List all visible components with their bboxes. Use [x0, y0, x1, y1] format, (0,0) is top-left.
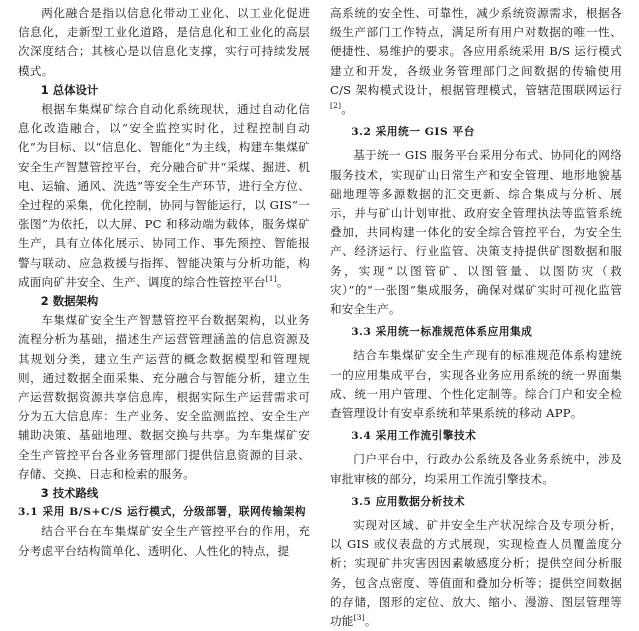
right-column — [330, 4, 622, 631]
left-column — [18, 4, 310, 561]
paragraph-data-architecture: 车集煤矿安全生产智慧管控平台数据架构，以业务流程分析为基础，描述生产运营管理涵盖的信息资源及其规划分类，建立生产运营的概念数据模型和管理规则，通过数据全面采集、充分融合与智能分析，建立生产运营数据资源共享信息库，根据实际生产运营需求可分为五大信息库：生产业务、安全监测监控、安全生产辅助决策、基础地理、数据交换与共享。为车集煤矿安全生产管控平台各业务管理部门提供信息资源的目录、存储、交换、日志和检索的服务。 — [18, 313, 310, 481]
paragraph-intro: 两化融合是指以信息化带动工业化、以工业化促进信息化，走新型工业化道路，是信息化和工业化的高层次深度结合；其核心是以信息化支撑，实行可持续发展模式。 — [18, 6, 310, 78]
citation-ref-2: [2] — [330, 101, 342, 111]
paragraph-overall-design: 根据车集煤矿综合自动化系统现状，通过自动化信息化改造融合，以“安全监控实时化，过程控制自动化”为目标、以“信息化、智能化”为主线，构建车集煤矿安全生产智慧管控平台，充分融合矿井“采煤、掘进、机电、运输、通风、洗选”等安全生产环节，进行全方位、全过程的采集，优化控制，协同与智能运行，以 GIS“一张图”为依托，以大屏、PC 和移动端为载体，服务煤矿生产，具有立体化展示、协同工作、事先预控、智能报警与联动、应急救援与指挥、智能决策与分析功能，构成面向矿井安全、生产、调度的综合性管控平台[1]。 — [18, 102, 310, 289]
citation-ref-3: [3] — [353, 613, 365, 623]
subheading-3-1: 3.1 采用 B/S+C/S 运行模式，分级部署，联网传输架构 — [18, 506, 307, 519]
paragraph-3-4: 门户平台中，行政办公系统及各业务系统中，涉及审批审核的部分，均采用工作流引擎技术。 — [330, 452, 622, 486]
subheading-3-4: 3.4 采用工作流引擎技术 — [351, 430, 477, 443]
subheading-3-3: 3.3 采用统一标准规范体系应用集成 — [351, 326, 533, 339]
paragraph-3-1: 结合平台在车集煤矿安全生产管控平台的作用，充分考虑平台结构简单化、透明化、人性化的特点，提 — [18, 524, 310, 558]
subheading-3-2: 3.2 采用统一 GIS 平台 — [351, 126, 475, 139]
citation-ref-1: [1] — [265, 273, 277, 283]
heading-overall-design: 1 总体设计 — [40, 82, 99, 97]
paragraph-3-1-continued: 高系统的安全性、可靠性，减少系统资源需求，根据各级生产部门工作特点，满足所有用户对数据的唯一性、便捷性、易维护的要求。各应用系统采用 B/S 运行模式建立和开发，各级业务管理部门之间数据的传输使用 C/S 架构模式设计，根据管理模式，管辖范围联网运行[2]。 — [330, 6, 622, 117]
heading-data-architecture: 2 数据架构 — [40, 294, 99, 309]
paragraph-3-5: 实现对区域、矿井安全生产状况综合及专项分析，以 GIS 或仪表盘的方式展现，实现检查人员覆盖度分析；实现矿井灾害因因素敏感度分析；提供空间分析服务，包含点密度、等值面和叠加分析等；提供空间数据的存储，图形的定位、放大、缩小、漫游、图层管理等功能[3]。 — [330, 518, 622, 629]
subheading-3-5: 3.5 应用数据分析技术 — [351, 495, 466, 508]
paragraph-3-3: 结合车集煤矿安全生产现有的标准规范体系构建统一的应用集成平台，实现各业务应用系统的统一界面集成、统一用户管理、个性化定制等。综合门户和安全检查管理设计有安卓系统和苹果系统的移动 APP。 — [330, 348, 622, 421]
heading-technical-route: 3 技术路线 — [40, 486, 99, 501]
paragraph-3-2: 基于统一 GIS 服务平台采用分布式、协同化的网络服务技术，实现矿山日常生产和安全管理、地形地貌基础地理等多源数据的汇交更新、综合集成与分析、展示，并与矿山计划审批、政府安全管理执法等监管系统叠加，共同构建一体化的安全综合管控平台，为安全生产、经济运行、行业监管、决策支持提供矿图数据和服务，实现“以图管矿、以图管量、以图防灾（救灾）”的“一张图”集成服务，确保对煤矿实时可视化监管和安全生产。 — [330, 148, 622, 317]
